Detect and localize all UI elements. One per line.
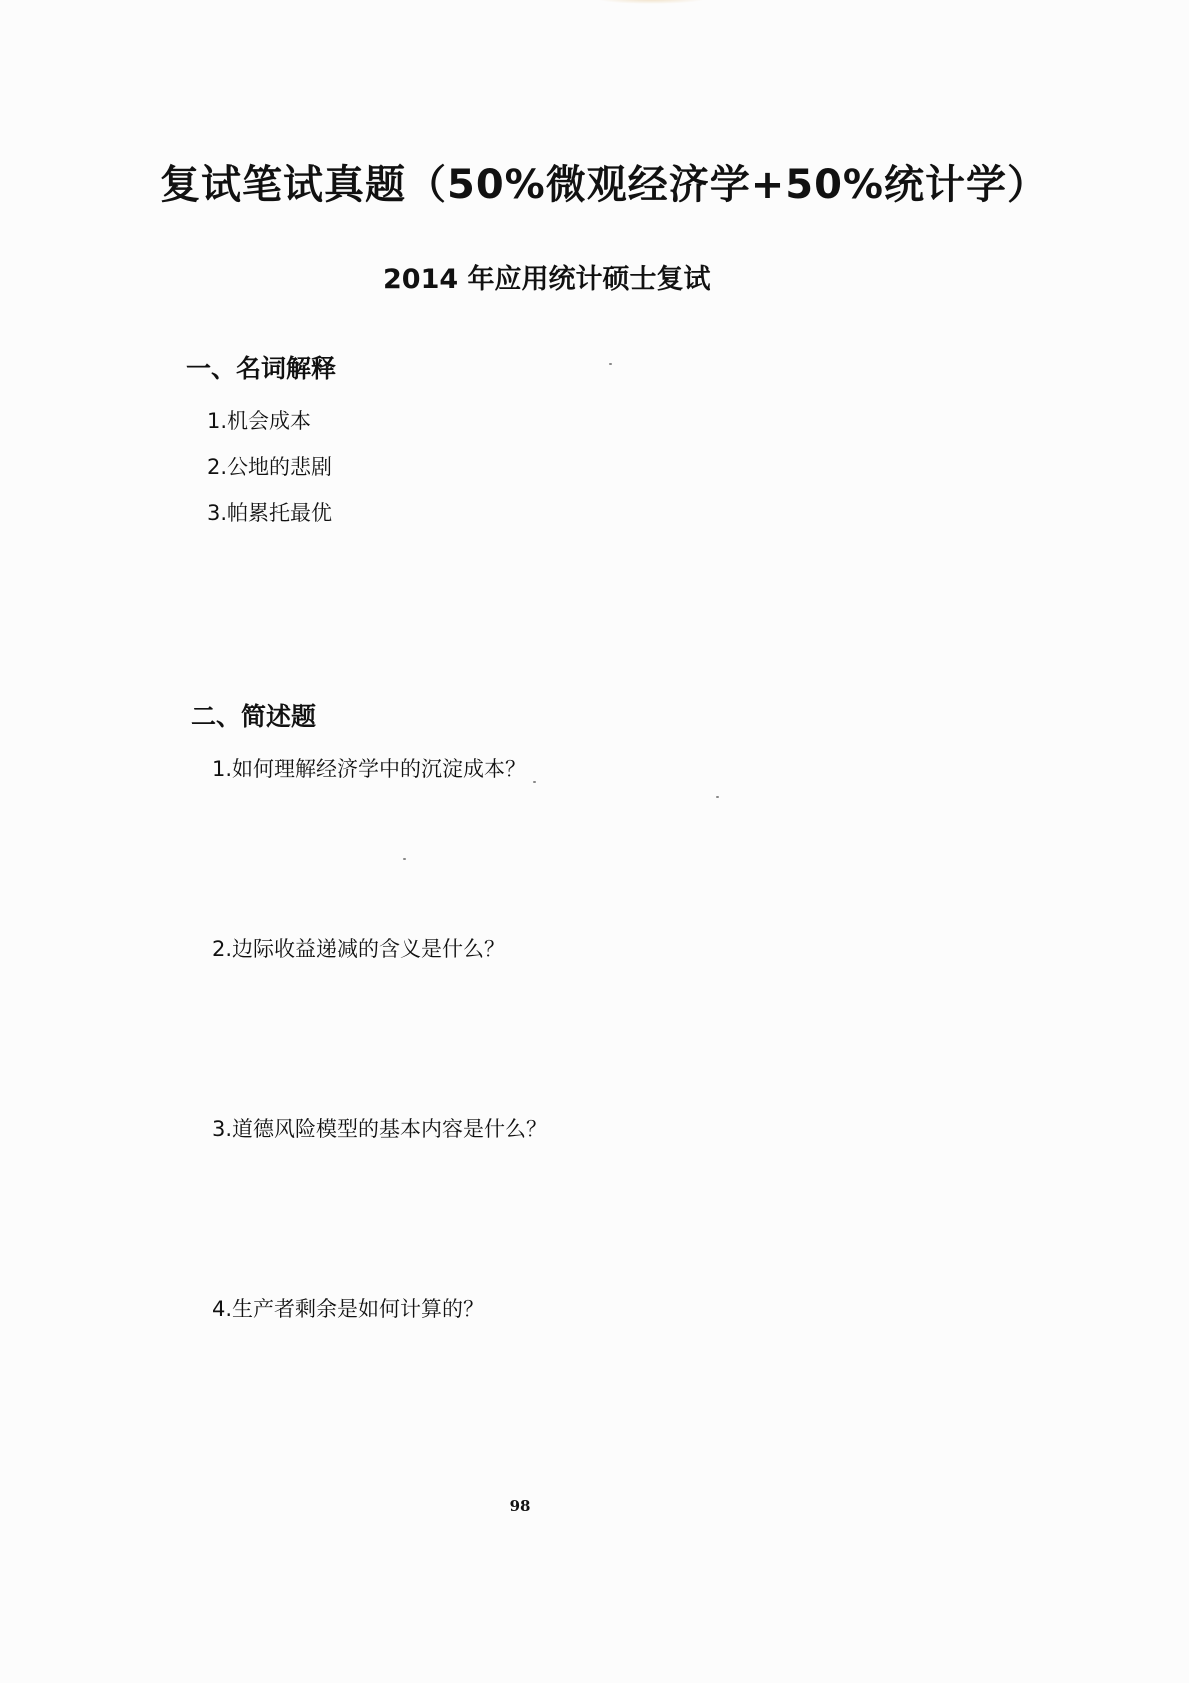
question-item: 3.道德风险模型的基本内容是什么？	[212, 1117, 548, 1141]
question-item: 4.生产者剩余是如何计算的？	[212, 1297, 485, 1321]
scan-speck	[403, 858, 406, 860]
term-item: 2.公地的悲剧	[207, 455, 333, 479]
scan-smudge	[596, 0, 706, 4]
page-number: 98	[509, 1497, 531, 1515]
sub-title: 2014 年应用统计硕士复试	[383, 264, 711, 295]
scan-speck	[533, 781, 536, 783]
scan-speck	[609, 363, 612, 365]
term-item: 3.帕累托最优	[207, 501, 333, 525]
question-item: 2.边际收益递减的含义是什么？	[212, 937, 506, 961]
scan-speck	[716, 796, 719, 798]
main-title: 复试笔试真题（50%微观经济学+50%统计学）	[160, 162, 1048, 208]
section-heading-short-answer: 二、简述题	[191, 702, 317, 731]
section-heading-terms: 一、名词解释	[186, 354, 337, 383]
question-item: 1.如何理解经济学中的沉淀成本？	[212, 757, 527, 781]
term-item: 1.机会成本	[207, 409, 312, 433]
